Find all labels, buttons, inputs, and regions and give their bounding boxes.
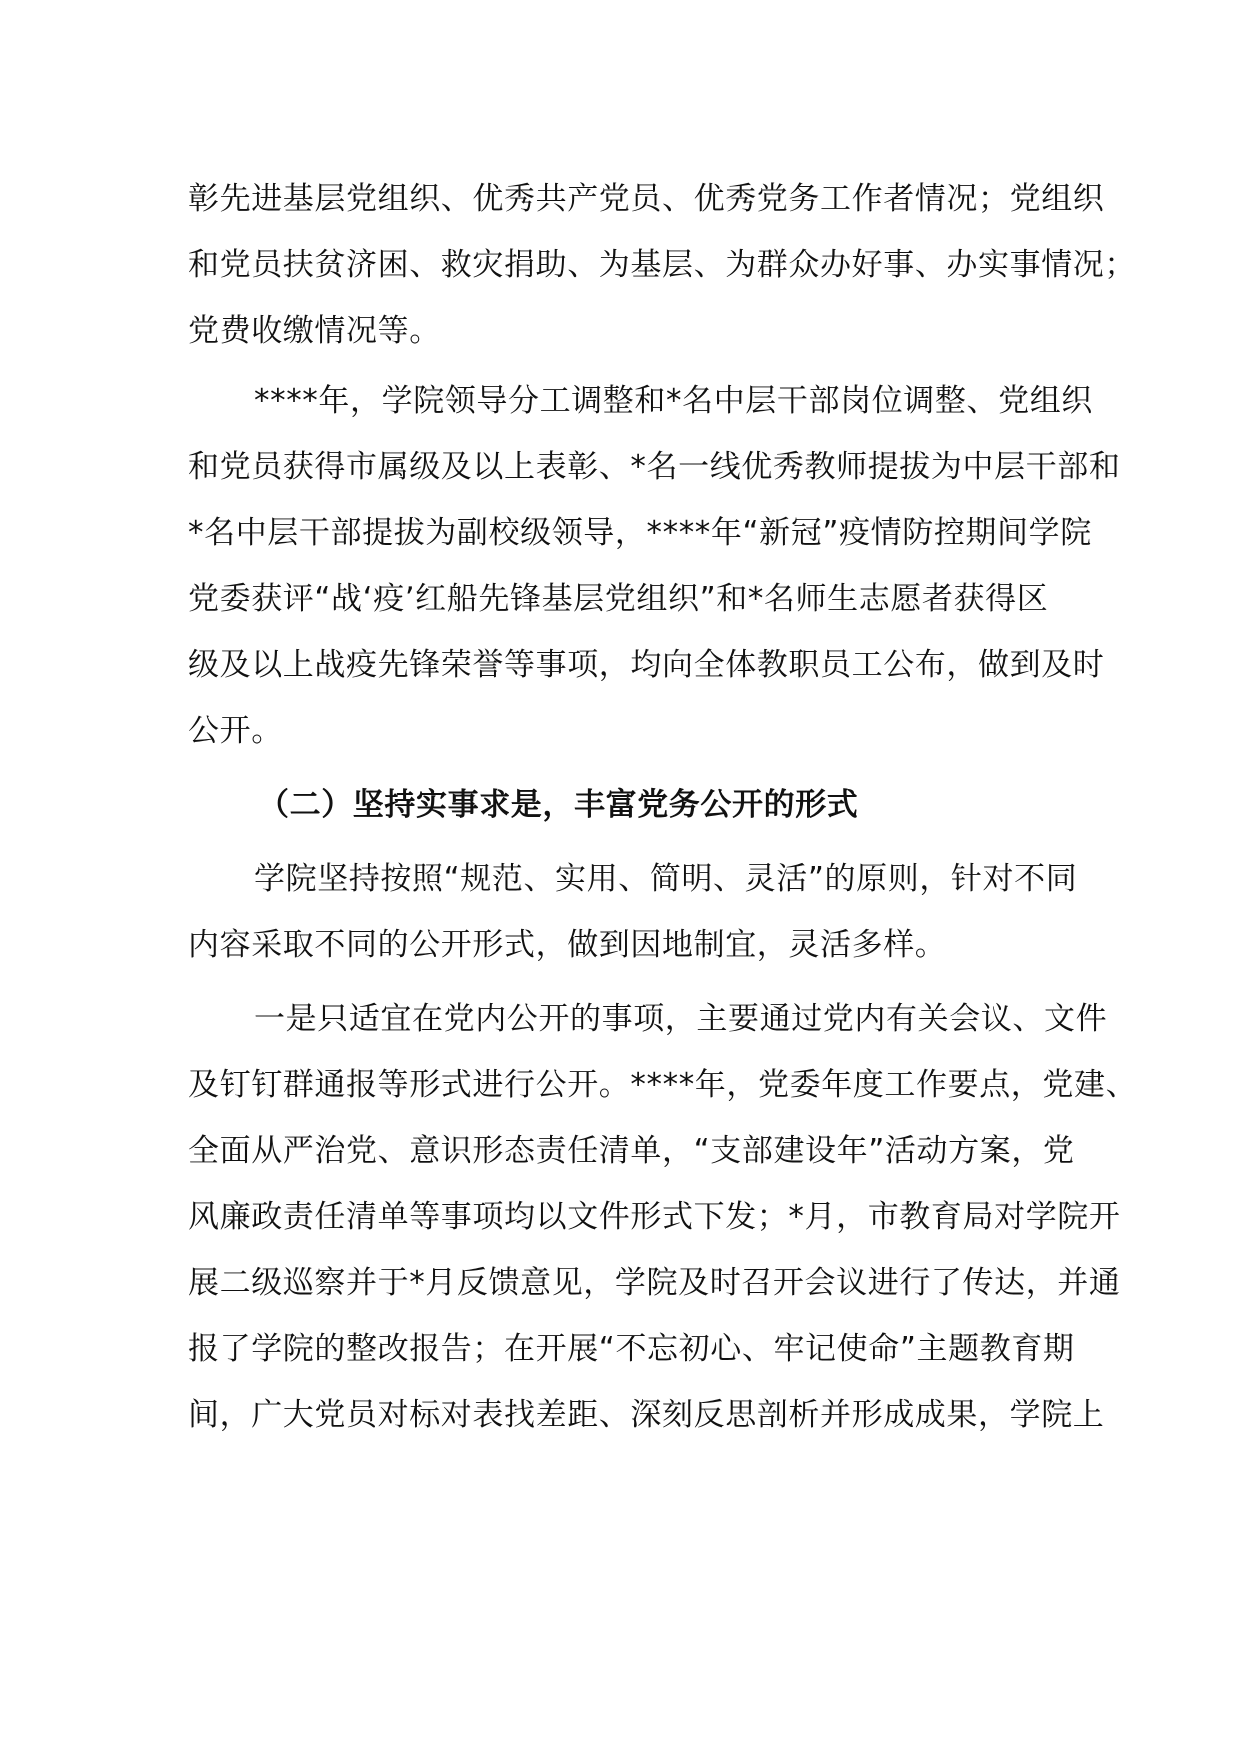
text-line: 全面从严治党、意识形态责任清单，“支部建设年”活动方案，党 (188, 1133, 1075, 1169)
text-line: 和党员获得市属级及以上表彰、*名一线优秀教师提拔为中层干部和 (188, 449, 1121, 485)
section-heading: （二）坚持实事求是，丰富党务公开的形式 (258, 787, 859, 823)
text-line: 学院坚持按照“规范、实用、简明、灵活”的原则，针对不同 (254, 861, 1078, 897)
paragraph-3 (188, 846, 1078, 978)
text-line: 一是只适宜在党内公开的事项，主要通过党内有关会议、文件 (254, 1001, 1108, 1037)
text-line: 公开。 (188, 713, 283, 749)
paragraph-4 (188, 986, 1138, 1448)
text-line: ****年，学院领导分工调整和*名中层干部岗位调整、党组织 (254, 383, 1093, 419)
text-line: 间，广大党员对标对表找差距、深刻反思剖析并形成成果，学院上 (188, 1397, 1105, 1433)
paragraph-1 (188, 166, 1136, 364)
paragraph-2 (188, 368, 1121, 764)
text-line: *名中层干部提拔为副校级领导，****年“新冠”疫情防控期间学院 (188, 515, 1092, 551)
text-line: 展二级巡察并于*月反馈意见，学院及时召开会议进行了传达，并通 (188, 1265, 1121, 1301)
text-line: 党费收缴情况等。 (188, 313, 441, 349)
text-line: 彰先进基层党组织、优秀共产党员、优秀党务工作者情况；党组织 (188, 181, 1105, 217)
text-line: 及钉钉群通报等形式进行公开。****年，党委年度工作要点，党建、 (188, 1067, 1138, 1103)
text-line: 内容采取不同的公开形式，做到因地制宜，灵活多样。 (188, 927, 947, 963)
text-line: 级及以上战疫先锋荣誉等事项，均向全体教职员工公布，做到及时 (188, 647, 1105, 683)
section-heading-block (188, 772, 1054, 838)
document-body (188, 166, 1138, 1448)
text-line: 党委获评“战‘疫’红船先锋基层党组织”和*名师生志愿者获得区 (188, 581, 1049, 617)
text-line: 风廉政责任清单等事项均以文件形式下发；*月，市教育局对学院开 (188, 1199, 1121, 1235)
text-line: 和党员扶贫济困、救灾捐助、为基层、为群众办好事、办实事情况； (188, 247, 1136, 283)
text-line: 报了学院的整改报告；在开展“不忘初心、牢记使命”主题教育期 (188, 1331, 1075, 1367)
